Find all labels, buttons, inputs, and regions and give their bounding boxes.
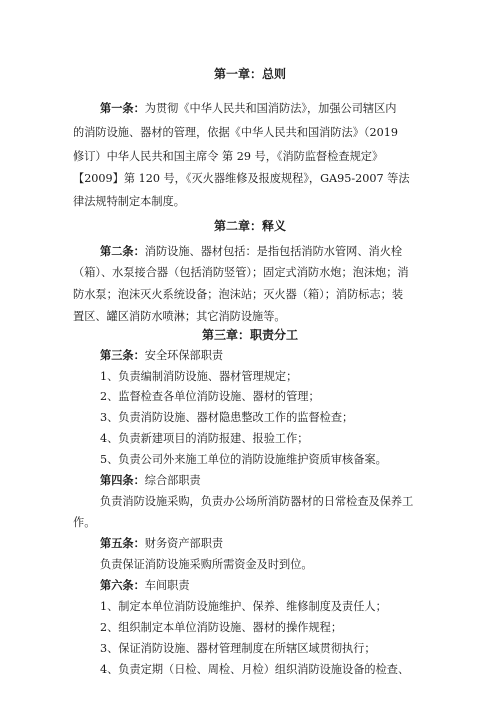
article-3-item: 2、监督检查各单位消防设施、器材的管理；	[100, 390, 320, 403]
article-1-label: 第一条：	[100, 102, 145, 115]
article-1-line-2: 的消防设施、器材的管理，依据《中华人民共和国消防法》（2019	[73, 126, 398, 139]
article-1-line-5: 律法规特制定本制度。	[73, 195, 185, 208]
article-3-item: 3、负责消防设施、器材隐患整改工作的监督检查；	[100, 411, 354, 424]
article-2-line-2: （箱）、水泵接合器（包括消防竖管）；固定式消防水炮；泡沫炮；消	[73, 266, 409, 279]
article-4-line-1: 负责消防设施采购，负责办公场所消防器材的日常检查及保养工	[100, 495, 414, 508]
article-2-line-4: 置区、罐区消防水喷淋；其它消防设施等。	[73, 310, 286, 323]
article-6-item: 3、保证消防设施、器材管理制度在所辖区域贯彻执行；	[100, 642, 376, 655]
article-5-heading	[100, 537, 440, 551]
article-6-item: 2、组织制定本单位消防设施、器材的操作规程；	[100, 621, 343, 634]
article-2-line-1	[100, 245, 440, 259]
article-4-head: 综合部职责	[144, 474, 201, 487]
article-4-line-2: 作。	[73, 516, 96, 529]
article-5-label: 第五条：	[100, 537, 145, 550]
article-6-item: 4、负责定期（日检、周检、月检）组织消防设施设备的检查、	[100, 663, 410, 676]
article-4-label: 第四条：	[100, 474, 145, 487]
article-6-head: 车间职责	[144, 579, 190, 592]
article-3-item: 5、负责公司外来施工单位的消防设施维护资质审核备案。	[100, 453, 387, 466]
article-1-line-3: 修订）中华人民共和国主席令 第 29 号，《消防监督检查规定》	[73, 150, 384, 163]
article-1-text: 为贯彻《中华人民共和国消防法》，加强公司辖区内	[144, 102, 397, 115]
article-4-heading	[100, 474, 440, 488]
article-3-head: 安全环保部职责	[144, 349, 224, 362]
chapter-1-title: 第一章：总则	[213, 67, 286, 81]
article-1-line-4: 【2009】第 120 号，《灭火器维修及报废规程》，GA95-2007 等法	[73, 172, 410, 185]
article-6-item: 1、制定本单位消防设施维护、保养、维修制度及责任人；	[100, 600, 387, 613]
article-5-head: 财务资产部职责	[144, 537, 224, 550]
article-2-line-3: 防水泵；泡沫灭火系统设备；泡沫站；灭火器（箱）；消防标志；装	[73, 288, 404, 301]
article-5-line: 负责保证消防设施采购所需资金及时到位。	[100, 558, 313, 571]
article-3-item: 4、负责新建项目的消防报建、报验工作；	[100, 432, 309, 445]
article-2-text: 消防设施、器材包括：是指包括消防水管网、消火栓	[144, 245, 403, 258]
article-3-label: 第三条：	[100, 349, 145, 362]
article-2-label: 第二条：	[100, 245, 145, 258]
article-3-item: 1、负责编制消防设施、器材管理规定；	[100, 370, 298, 383]
article-3-heading	[100, 349, 440, 363]
chapter-2-title: 第二章：释义	[213, 219, 286, 233]
article-6-label: 第六条：	[100, 579, 145, 592]
chapter-3-title: 第三章：职责分工	[201, 328, 298, 342]
article-1-line-1	[100, 102, 440, 116]
article-6-heading	[100, 579, 440, 593]
